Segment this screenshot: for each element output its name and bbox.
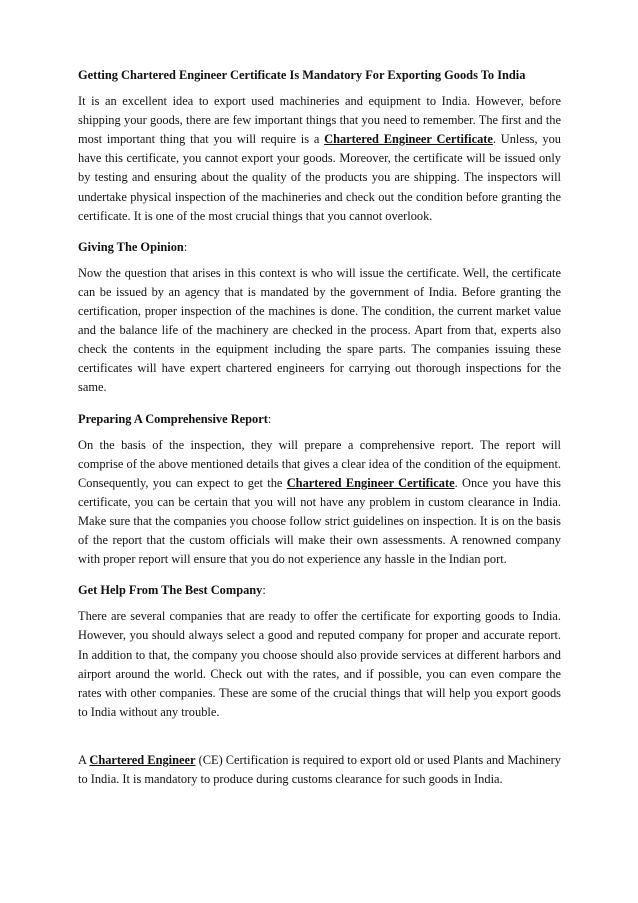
closing-text-after: (CE) Certification is required to export old or used Plants and Machinery to India. It is mandatory to produce during customs clearance for such goods in India. — [78, 752, 561, 786]
document-title: Getting Chartered Engineer Certificate Is Mandatory For Exporting Goods To India — [78, 68, 526, 82]
document-page — [78, 66, 561, 796]
section-paragraph-giving-opinion: Now the question that arises in this context is who will issue the certificate. Well, the certificate can be issued by an agency that is mandated by the government of India. Before granting the certification, proper inspection of the machines is done. The condition, the current market value and the balance life of the machinery are checked in the process. Apart from that, experts also check the contents in the equipment including the spare parts. The companies issuing these certificates will have expert chartered engineers for carrying out thorough inspections for the same. — [78, 265, 561, 395]
section-heading-best-company — [78, 581, 561, 600]
paragraph-spacer — [78, 729, 561, 751]
heading-colon: : — [267, 411, 272, 426]
section-paragraph-comprehensive-report — [78, 436, 561, 570]
section-heading-text: Get Help From The Best Company — [78, 583, 263, 598]
intro-text-before: It is an excellent idea to export used machineries and equipment to India. However, before shipping your goods, there are few important things that you need to remember. The first and the most important thing that you will require is a — [78, 94, 561, 147]
heading-colon: : — [262, 583, 266, 598]
intro-paragraph — [78, 92, 561, 226]
section-heading-text: Preparing A Comprehensive Report — [78, 411, 268, 426]
section-paragraph-best-company: There are several companies that are ready to offer the certificate for exporting goods to India. However, you should always select a good and reputed company for proper and accurate report. In addition to that, the company you choose should also provide services at different harbors and airport around the world. Check out with the rates, and if possible, you can even compare the rates with other companies. These are some of the crucial things that will help you export goods to India without any trouble. — [78, 609, 561, 719]
chartered-engineer-link[interactable]: Chartered Engineer — [89, 752, 196, 767]
chartered-engineer-certificate-link[interactable]: Chartered Engineer Certificate — [286, 475, 455, 490]
closing-text-before: A — [78, 752, 90, 767]
section-heading-comprehensive-report — [78, 410, 561, 429]
intro-text-after: . Unless, you have this certificate, you cannot export your goods. Moreover, the certificate will be issued only by testing and ensuring about the quality of the products you are shipping. The inspectors will undertake physical inspection of the machineries and check out the condition before granting the certificate. It is one of the most crucial things that you cannot overlook. — [78, 132, 561, 223]
chartered-engineer-certificate-link[interactable]: Chartered Engineer Certificate — [324, 132, 493, 147]
report-text-before: On the basis of the inspection, they will prepare a comprehensive report. The report will comprise of the above mentioned details that gives a clear idea of the condition of the equipment. Consequently, you can expect to get the — [78, 437, 561, 490]
section-heading-giving-opinion — [78, 238, 561, 257]
heading-colon: : — [183, 239, 188, 254]
report-text-after: . Once you have this certificate, you can be certain that you will not have any problem in custom clearance in India. Make sure that the companies you choose follow strict guidelines on inspection. It is on the basis of the report that the custom officials will make their own assessments. A renowned company with proper report will ensure that you do not experience any hassle in the Indian port. — [78, 475, 561, 567]
closing-paragraph — [78, 751, 561, 789]
section-heading-text: Giving The Opinion — [78, 239, 184, 254]
